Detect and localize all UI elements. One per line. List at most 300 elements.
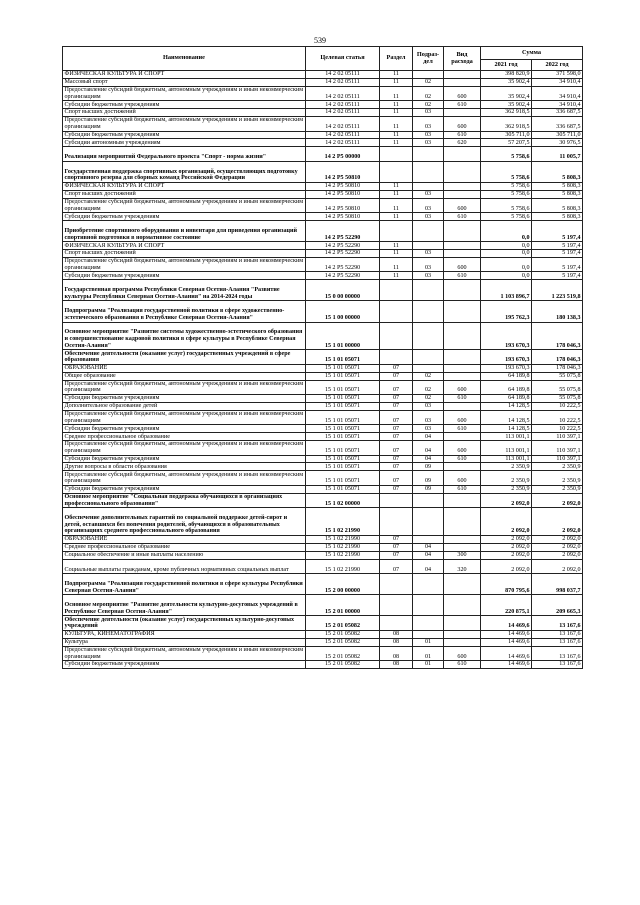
cell-name: Обеспечение деятельности (оказание услуг) государственных культурно-досуговых учреждений [63,616,306,631]
cell-name: Спорт высших достижений [63,250,306,258]
table-row [63,147,583,162]
cell-2022: 998 037,7 [532,574,583,595]
header-name: Наименование [63,47,306,71]
cell-target: 15 2 01 05082 [306,661,380,669]
cell-section: 11 [380,109,413,117]
cell-name: КУЛЬТУРА, КИНЕМАТОГРАФИЯ [63,630,306,638]
cell-target: 15 1 02 21990 [306,508,380,536]
cell-target: 15 1 01 05071 [306,433,380,441]
cell-2021: 195 762,3 [481,301,532,322]
cell-section: 07 [380,535,413,543]
cell-name: Обеспечение деятельности (оказание услуг) государственных учреждений в сфере образования [63,350,306,365]
table-row [63,463,583,471]
table-row [63,380,583,395]
cell-expense-type: 300 [444,551,481,559]
cell-section: 11 [380,71,413,79]
table-row [63,182,583,190]
cell-name: ФИЗИЧЕСКАЯ КУЛЬТУРА И СПОРТ [63,71,306,79]
cell-name: ОБРАЗОВАНИЕ [63,364,306,372]
header-amount: Сумма [481,47,583,60]
cell-subsection: 03 [413,250,444,258]
cell-subsection: 03 [413,131,444,139]
cell-2021: 14 469,6 [481,646,532,661]
cell-expense-type [444,221,481,242]
cell-subsection: 04 [413,551,444,559]
cell-2022: 2 092,0 [532,559,583,574]
cell-2022: 55 075,8 [532,372,583,380]
cell-2022: 5 808,3 [532,182,583,190]
cell-name: Предоставление субсидий бюджетным, автономным учреждениям и иным некоммерческим организациям [63,441,306,456]
table-row [63,630,583,638]
page-number: 539 [314,36,326,45]
cell-section: 07 [380,410,413,425]
cell-name: Основное мероприятие "Развитие деятельности культурно-досуговых учреждений в Республике Северная Осетия-Алания" [63,595,306,616]
table-row [63,301,583,322]
cell-2022: 13 167,6 [532,630,583,638]
cell-expense-type [444,322,481,350]
cell-section: 07 [380,471,413,486]
cell-subsection [413,161,444,182]
table-row [63,280,583,301]
cell-2022: 5 808,3 [532,190,583,198]
table-row [63,322,583,350]
cell-section [380,280,413,301]
cell-subsection: 09 [413,463,444,471]
cell-2022: 305 711,0 [532,131,583,139]
cell-2021: 14 128,5 [481,410,532,425]
cell-name: Субсидии бюджетным учреждениям [63,395,306,403]
cell-subsection: 02 [413,86,444,101]
cell-subsection [413,535,444,543]
cell-section: 07 [380,380,413,395]
cell-target: 14 2 02 05111 [306,101,380,109]
cell-name: Субсидии бюджетным учреждениям [63,101,306,109]
cell-2021: 14 469,6 [481,638,532,646]
cell-expense-type: 610 [444,101,481,109]
cell-target: 14 2 P5 52290 [306,250,380,258]
table-row [63,86,583,101]
cell-section: 07 [380,463,413,471]
cell-expense-type [444,242,481,250]
table-row [63,139,583,147]
cell-subsection: 03 [413,213,444,221]
cell-name: ФИЗИЧЕСКАЯ КУЛЬТУРА И СПОРТ [63,182,306,190]
cell-section: 11 [380,250,413,258]
cell-expense-type [444,543,481,551]
table-row [63,455,583,463]
cell-section: 11 [380,190,413,198]
cell-expense-type: 610 [444,455,481,463]
cell-expense-type: 600 [444,410,481,425]
cell-2022: 180 138,3 [532,301,583,322]
cell-2021: 398 820,9 [481,71,532,79]
cell-name: Основное мероприятие "Социальная поддержка обучающихся в организациях профессионального образования" [63,493,306,508]
cell-2021: 0,0 [481,272,532,280]
cell-expense-type [444,280,481,301]
cell-target: 15 1 01 05071 [306,395,380,403]
cell-subsection: 03 [413,272,444,280]
cell-subsection: 03 [413,402,444,410]
cell-name: Спорт высших достижений [63,109,306,117]
cell-name: Предоставление субсидий бюджетным, автономным учреждениям и иным некоммерческим организациям [63,380,306,395]
header-target: Целевая статья [306,47,380,71]
cell-name: Социальные выплаты гражданам, кроме публичных нормативных социальных выплат [63,559,306,574]
table-row [63,485,583,493]
cell-name: Предоставление субсидий бюджетным, автономным учреждениям и иным некоммерческим организациям [63,410,306,425]
table-row [63,402,583,410]
cell-name: Среднее профессиональное образование [63,543,306,551]
header-year-2022: 2022 год [532,60,583,71]
cell-name: Государственная поддержка спортивных организаций, осуществляющих подготовку спортивного резерва для сборных команд Российской Федерации [63,161,306,182]
cell-section: 07 [380,372,413,380]
cell-expense-type: 620 [444,139,481,147]
cell-2022: 13 167,6 [532,646,583,661]
cell-2021: 14 128,5 [481,425,532,433]
cell-section [380,147,413,162]
cell-2021: 5 758,6 [481,147,532,162]
cell-expense-type: 610 [444,661,481,669]
cell-section: 11 [380,139,413,147]
cell-2022: 5 197,4 [532,257,583,272]
cell-section: 11 [380,242,413,250]
cell-target: 14 2 02 05111 [306,139,380,147]
cell-2021: 362 918,5 [481,117,532,132]
cell-2022: 110 397,1 [532,441,583,456]
table-row [63,471,583,486]
table-row [63,161,583,182]
cell-expense-type [444,109,481,117]
cell-expense-type: 600 [444,380,481,395]
cell-subsection: 02 [413,78,444,86]
cell-expense-type [444,190,481,198]
cell-target: 15 1 01 05071 [306,410,380,425]
cell-name: ОБРАЗОВАНИЕ [63,535,306,543]
cell-subsection: 01 [413,646,444,661]
cell-2021: 14 469,6 [481,661,532,669]
cell-name: Основное мероприятие "Развитие системы художественно-эстетического образования и совершенствование кадровой политики в сфере культуры в Республике Северная Осетия-Алания" [63,322,306,350]
table-row [63,213,583,221]
cell-expense-type: 600 [444,441,481,456]
cell-2022: 55 075,8 [532,395,583,403]
cell-2021: 0,0 [481,221,532,242]
table-row [63,71,583,79]
cell-subsection [413,147,444,162]
cell-target: 15 2 01 05082 [306,638,380,646]
cell-expense-type: 600 [444,86,481,101]
cell-subsection: 04 [413,441,444,456]
cell-target: 15 2 01 05082 [306,646,380,661]
table-row [63,117,583,132]
header-subsection: Подраз-дел [413,47,444,71]
cell-section: 11 [380,257,413,272]
cell-subsection: 03 [413,190,444,198]
cell-name: Предоставление субсидий бюджетным, автономным учреждениям и иным некоммерческим организациям [63,471,306,486]
cell-2021: 5 758,6 [481,182,532,190]
cell-name: Субсидии бюджетным учреждениям [63,272,306,280]
cell-target: 14 2 P5 52290 [306,272,380,280]
cell-expense-type: 610 [444,395,481,403]
cell-section: 11 [380,198,413,213]
table-row [63,101,583,109]
cell-2021: 14 128,5 [481,402,532,410]
cell-target: 15 1 01 00000 [306,322,380,350]
table-row [63,595,583,616]
cell-2022: 5 808,3 [532,198,583,213]
cell-target: 14 2 02 05111 [306,131,380,139]
cell-name: Государственная программа Республики Северная Осетия-Алания "Развитие культуры Республики Северная Осетия-Алания" на 2014-2024 годы [63,280,306,301]
cell-2022: 30 976,5 [532,139,583,147]
cell-name: Социальное обеспечение и иные выплаты населению [63,551,306,559]
table-row [63,508,583,536]
cell-subsection [413,364,444,372]
cell-subsection [413,493,444,508]
table-row [63,131,583,139]
cell-2021: 113 001,1 [481,433,532,441]
cell-2022: 5 808,3 [532,161,583,182]
table-row [63,574,583,595]
cell-target: 15 2 01 00000 [306,595,380,616]
cell-section: 07 [380,559,413,574]
cell-name: Реализация мероприятий Федерального проекта "Спорт - норма жизни" [63,147,306,162]
cell-name: Подпрограмма "Реализация государственной политики в сфере художественно-эстетического образования в Республике Северная Осетия-Алания" [63,301,306,322]
cell-subsection: 03 [413,198,444,213]
cell-section: 07 [380,543,413,551]
cell-2022: 2 092,0 [532,535,583,543]
cell-subsection: 03 [413,139,444,147]
cell-2021: 2 092,0 [481,508,532,536]
cell-name: Спорт высших достижений [63,190,306,198]
cell-2022: 2 092,0 [532,551,583,559]
cell-2021: 362 918,5 [481,109,532,117]
table-row [63,372,583,380]
cell-2021: 35 902,4 [481,86,532,101]
cell-section: 11 [380,272,413,280]
cell-subsection [413,595,444,616]
cell-expense-type [444,433,481,441]
table-row [63,350,583,365]
cell-expense-type [444,402,481,410]
cell-section [380,508,413,536]
cell-subsection: 01 [413,661,444,669]
cell-expense-type [444,350,481,365]
table-row [63,257,583,272]
cell-2022: 371 598,0 [532,71,583,79]
cell-expense-type [444,493,481,508]
cell-section [380,616,413,631]
cell-2021: 2 092,0 [481,535,532,543]
cell-target: 15 1 01 05071 [306,372,380,380]
cell-section: 11 [380,86,413,101]
cell-expense-type [444,372,481,380]
cell-2022: 110 397,1 [532,455,583,463]
cell-name: ФИЗИЧЕСКАЯ КУЛЬТУРА И СПОРТ [63,242,306,250]
cell-2021: 193 670,3 [481,322,532,350]
cell-subsection: 02 [413,101,444,109]
cell-2022: 34 910,4 [532,78,583,86]
cell-expense-type: 320 [444,559,481,574]
cell-target: 14 2 P5 50810 [306,182,380,190]
cell-target: 14 2 02 05111 [306,117,380,132]
table-row [63,250,583,258]
cell-2022: 209 665,3 [532,595,583,616]
cell-2021: 220 875,1 [481,595,532,616]
cell-expense-type [444,301,481,322]
cell-name: Предоставление субсидий бюджетным, автономным учреждениям и иным некоммерческим организациям [63,198,306,213]
cell-2022: 11 005,7 [532,147,583,162]
table-row [63,395,583,403]
table-row [63,535,583,543]
cell-2022: 13 167,6 [532,661,583,669]
cell-section [380,322,413,350]
table-row [63,272,583,280]
cell-2021: 5 758,6 [481,213,532,221]
cell-name: Субсидии бюджетным учреждениям [63,661,306,669]
cell-2021: 0,0 [481,250,532,258]
cell-target: 14 2 P5 50810 [306,161,380,182]
cell-expense-type: 600 [444,257,481,272]
cell-expense-type [444,161,481,182]
cell-name: Предоставление субсидий бюджетным, автономным учреждениям и иным некоммерческим организациям [63,117,306,132]
cell-2021: 5 758,6 [481,198,532,213]
cell-2022: 34 910,4 [532,86,583,101]
cell-2022: 178 046,3 [532,350,583,365]
cell-section: 08 [380,661,413,669]
cell-target: 15 0 00 00000 [306,280,380,301]
cell-target: 14 2 P5 52290 [306,221,380,242]
cell-expense-type: 600 [444,198,481,213]
cell-expense-type [444,630,481,638]
cell-2022: 5 197,4 [532,272,583,280]
cell-2021: 0,0 [481,257,532,272]
cell-subsection: 02 [413,372,444,380]
cell-name: Общее образование [63,372,306,380]
cell-subsection [413,508,444,536]
cell-2022: 13 167,6 [532,616,583,631]
cell-expense-type [444,463,481,471]
cell-2021: 0,0 [481,242,532,250]
table-row [63,559,583,574]
cell-section: 07 [380,455,413,463]
cell-name: Субсидии бюджетным учреждениям [63,485,306,493]
cell-2021: 2 350,9 [481,485,532,493]
cell-target: 15 1 01 05071 [306,485,380,493]
cell-section [380,221,413,242]
cell-subsection: 04 [413,543,444,551]
cell-2022: 34 910,4 [532,101,583,109]
cell-target: 15 1 01 05071 [306,350,380,365]
cell-expense-type: 610 [444,425,481,433]
table-row [63,661,583,669]
cell-2022: 2 092,0 [532,493,583,508]
cell-subsection: 09 [413,471,444,486]
cell-2021: 193 670,3 [481,350,532,365]
cell-name: Субсидии бюджетным учреждениям [63,425,306,433]
cell-subsection: 04 [413,455,444,463]
cell-2022: 2 092,0 [532,543,583,551]
cell-2021: 2 092,0 [481,543,532,551]
cell-section: 11 [380,131,413,139]
cell-target: 15 1 02 21990 [306,543,380,551]
cell-subsection: 03 [413,109,444,117]
cell-expense-type [444,250,481,258]
cell-target: 14 2 P5 50810 [306,213,380,221]
header-section: Раздел [380,47,413,71]
cell-section [380,161,413,182]
cell-subsection: 04 [413,433,444,441]
cell-expense-type [444,71,481,79]
cell-target: 15 1 01 05071 [306,364,380,372]
cell-2022: 5 197,4 [532,242,583,250]
cell-name: Субсидии бюджетным учреждениям [63,455,306,463]
cell-target: 14 2 P5 00000 [306,147,380,162]
cell-2021: 305 711,0 [481,131,532,139]
cell-expense-type [444,595,481,616]
cell-2021: 2 092,0 [481,559,532,574]
cell-section [380,350,413,365]
table-row [63,78,583,86]
cell-target: 15 1 01 05071 [306,463,380,471]
cell-target: 14 2 02 05111 [306,109,380,117]
cell-subsection [413,574,444,595]
cell-name: Дополнительное образование детей [63,402,306,410]
cell-2021: 2 092,0 [481,551,532,559]
cell-target: 14 2 02 05111 [306,71,380,79]
table-row [63,109,583,117]
cell-expense-type: 600 [444,471,481,486]
cell-2021: 870 795,6 [481,574,532,595]
cell-target: 15 1 01 05071 [306,402,380,410]
cell-2021: 57 207,5 [481,139,532,147]
cell-subsection [413,280,444,301]
cell-subsection [413,350,444,365]
table-row [63,221,583,242]
cell-2021: 113 001,1 [481,455,532,463]
cell-target: 15 2 01 05082 [306,630,380,638]
cell-target: 14 2 P5 52290 [306,242,380,250]
cell-target: 15 1 01 05071 [306,471,380,486]
cell-subsection: 02 [413,380,444,395]
cell-section: 07 [380,425,413,433]
cell-target: 15 1 02 00000 [306,493,380,508]
cell-target: 14 2 P5 50810 [306,198,380,213]
cell-2022: 2 350,9 [532,463,583,471]
cell-2021: 35 902,4 [481,101,532,109]
cell-2021: 64 189,8 [481,395,532,403]
cell-section [380,493,413,508]
table-row [63,190,583,198]
cell-subsection [413,630,444,638]
cell-2021: 35 902,4 [481,78,532,86]
cell-section [380,574,413,595]
cell-2021: 193 670,3 [481,364,532,372]
cell-2021: 14 469,6 [481,616,532,631]
cell-name: Обеспечение дополнительных гарантий по социальной поддержке детей-сирот и детей, оставшихся без попечения родителей, обучающихся в образовательных организациях среднего профессионального образования [63,508,306,536]
header-expense-type: Вид расхода [444,47,481,71]
cell-section: 07 [380,551,413,559]
cell-2022: 55 075,8 [532,380,583,395]
table-row [63,242,583,250]
cell-2022: 178 046,3 [532,364,583,372]
cell-section: 11 [380,182,413,190]
cell-section [380,595,413,616]
cell-name: Массовый спорт [63,78,306,86]
table-row [63,198,583,213]
budget-table [62,46,583,669]
cell-subsection [413,71,444,79]
cell-2022: 10 222,5 [532,410,583,425]
cell-section [380,301,413,322]
table-row [63,410,583,425]
